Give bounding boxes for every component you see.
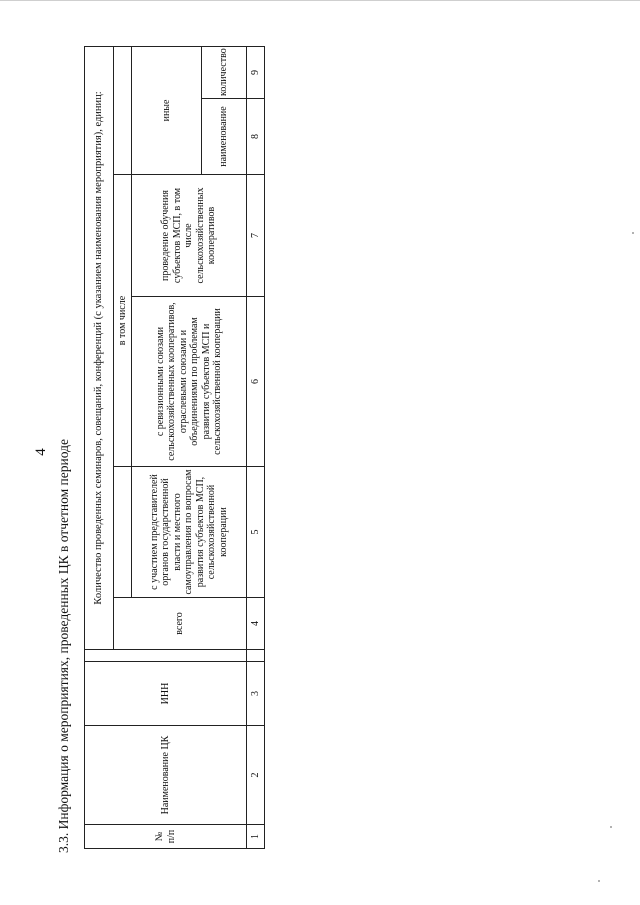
column-number-cell: 3 (247, 662, 265, 726)
header-other: иные (132, 46, 202, 174)
header-other-name: наименование (202, 99, 247, 175)
numbering-row (247, 46, 265, 848)
column-number-cell: 9 (247, 46, 265, 98)
header-inn: ИНН (85, 662, 247, 726)
column-number-cell: 1 (247, 825, 265, 849)
column-number-cell: 4 (247, 598, 265, 650)
column-number-cell: 5 (247, 467, 265, 598)
column-number-cell: 2 (247, 726, 265, 825)
column-number-cell-blank (247, 650, 265, 662)
column-number-cell: 6 (247, 297, 265, 467)
header-blank-cell (114, 46, 132, 174)
header-events-group: Количество проведенных семинаров, совещаний, конференций (с указанием наименования мероприятия), единиц: (85, 46, 114, 649)
header-with-audit-unions: с ревизионными союзами сельскохозяйственных кооперативов, отраслевыми союзами и объединениями по проблемам развития субъектов МСП и сельскохозяйственной кооперации (132, 297, 247, 467)
header-training: проведение обучения субъектов МСП, в том числе сельскохозяйственных кооперативов (132, 175, 247, 297)
column-number-cell: 7 (247, 175, 265, 297)
header-blank-cell (114, 467, 132, 598)
header-with-authorities: с участием представителей органов государственной власти и местного самоуправления по вопросам развития субъектов МСП, сельскохозяйственной кооперации (132, 467, 247, 598)
column-number-cell: 8 (247, 99, 265, 175)
page-number: 4 (33, 448, 49, 456)
header-number: № п/п (85, 825, 247, 849)
header-other-quantity: количество (202, 46, 247, 98)
header-blank-cell (85, 650, 247, 662)
header-total: всего (114, 598, 247, 650)
header-name: Наименование ЦК (85, 726, 247, 825)
events-table (84, 46, 265, 849)
section-heading: 3.3. Информация о мероприятиях, проведенных ЦК в отчетном периоде (56, 439, 71, 853)
header-including: в том числе (114, 175, 132, 467)
